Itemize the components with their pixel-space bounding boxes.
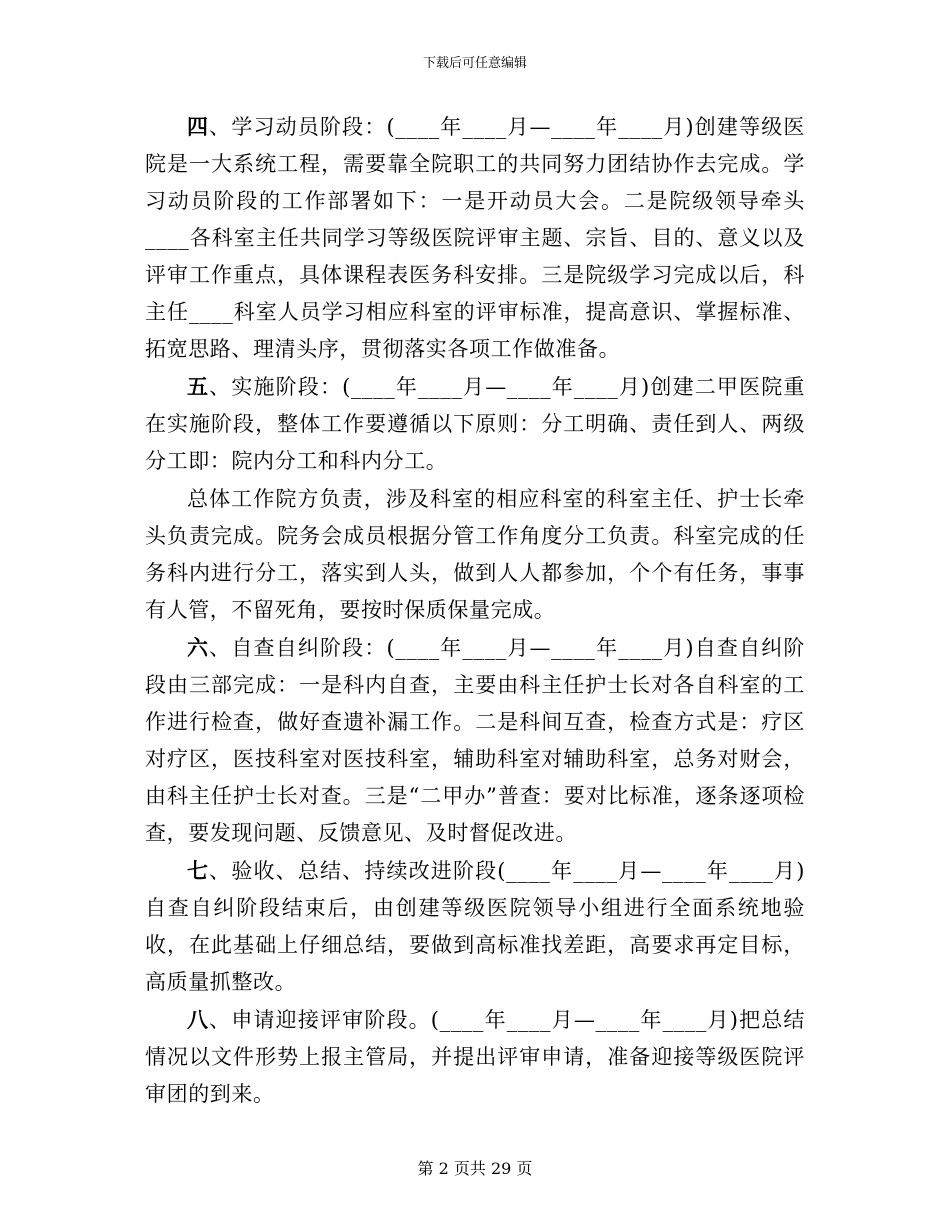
paragraph-heading: 五 (187, 374, 210, 399)
page-header: 下载后可任意编辑 (422, 56, 527, 71)
paragraph-implementation (145, 368, 805, 480)
paragraph-review-application (145, 1001, 805, 1113)
paragraph-heading: 四 (187, 114, 210, 139)
paragraph-text: 、学习动员阶段：(____年____月—____年____月)创建等级医院是一大系统工程，需要靠全院职工的共同努力团结协作去完成。学习动员阶段的工作部署如下：一是开动员大会。二是院级领导牵头____各科室主任共同学习等级医院评审主题、宗旨、目的、意义以及评审工作重点，具体课程表医务科安排。三是院级学习完成以后，科主任____科室人员学习相应科室的评审标准，提高意识、掌握标准、拓宽思路、理清头序，贯彻落实各项工作做准备。 (145, 115, 805, 361)
document-body (145, 108, 805, 1113)
paragraph-heading: 七 (187, 858, 210, 883)
paragraph-learning-mobilization (145, 108, 805, 368)
paragraph-acceptance-summary (145, 852, 805, 1001)
paragraph-heading: 六 (187, 635, 210, 660)
paragraph-text: 、自查自纠阶段：(____年____月—____年____月)自查自纠阶段由三部完成：一是科内自查，主要由科主任护士长对各自科室的工作进行检查，做好查遗补漏工作。二是科间互查，检查方式是：疗区对疗区，医技科室对医技科室，辅助科室对辅助科室，总务对财会，由科主任护士长对查。三是“二甲办”普查：要对比标准，逐条逐项检查，要发现问题、反馈意见、及时督促改进。 (145, 636, 805, 845)
page-number: 第 2 页共 29 页 (417, 1159, 533, 1178)
paragraph-overall-work (145, 480, 805, 629)
paragraph-text: 总体工作院方负责，涉及科室的相应科室的科室主任、护士长牵头负责完成。院务会成员根据分管工作角度分工负责。科室完成的任务科内进行分工，落实到人头，做到人人都参加，个个有任务，事事有人管，不留死角，要按时保质保量完成。 (145, 487, 805, 622)
paragraph-text: 、验收、总结、持续改进阶段(____年____月—____年____月)自查自纠阶段结束后，由创建等级医院领导小组进行全面系统地验收，在此基础上仔细总结，要做到高标准找差距，高要求再定目标，高质量抓整改。 (145, 859, 805, 994)
paragraph-text: 、实施阶段：(____年____月—____年____月)创建二甲医院重在实施阶段，整体工作要遵循以下原则：分工明确、责任到人、两级分工即：院内分工和科内分工。 (145, 375, 805, 473)
paragraph-heading: 八 (187, 1007, 210, 1032)
paragraph-self-inspection (145, 629, 805, 852)
paragraph-text: 、申请迎接评审阶段。(____年____月—____年____月)把总结情况以文件形势上报主管局，并提出评审申请，准备迎接等级医院评审团的到来。 (145, 1008, 805, 1106)
